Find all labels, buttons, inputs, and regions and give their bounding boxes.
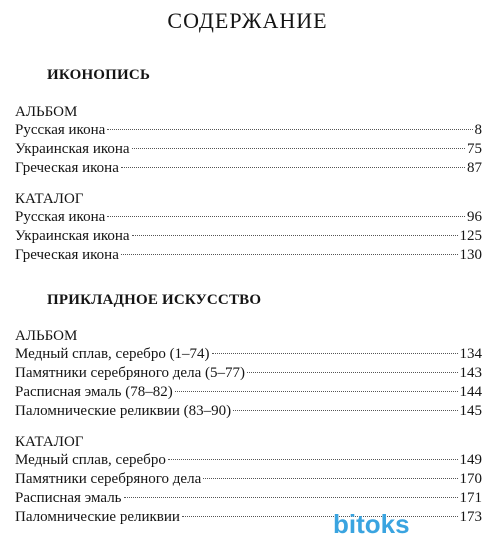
leader-dots (121, 254, 458, 255)
toc-entry[interactable] (15, 121, 482, 140)
entry-title: Украинская икона (15, 141, 130, 157)
leader-dots (124, 497, 458, 498)
entry-title: Памятники серебряного дела (5–77) (15, 365, 245, 381)
entry-title: Расписная эмаль (78–82) (15, 384, 173, 400)
entry-title: Русская икона (15, 122, 106, 138)
entry-title: Греческая икона (15, 247, 119, 263)
entry-title: Русская икона (15, 209, 106, 225)
toc-entry[interactable] (15, 345, 482, 364)
entry-page: 125 (459, 228, 482, 244)
watermark-logo (333, 504, 493, 544)
toc-entry[interactable] (15, 383, 482, 402)
group-label-catalog: КАТАЛОГ (15, 191, 84, 207)
leader-dots (107, 129, 472, 130)
entry-title: Расписная эмаль (15, 490, 122, 506)
leader-dots (203, 478, 457, 479)
group-label-album: АЛЬБОМ (15, 328, 78, 344)
entry-title: Паломнические реликвии (83–90) (15, 403, 232, 419)
leader-dots (121, 167, 465, 168)
entry-page: 87 (467, 160, 482, 176)
leader-dots (132, 148, 465, 149)
entry-page: 143 (459, 365, 482, 381)
entry-page: 170 (459, 471, 482, 487)
page-title: СОДЕРЖАНИЕ (167, 8, 328, 33)
entry-title: Греческая икона (15, 160, 119, 176)
entry-title: Украинская икона (15, 228, 130, 244)
toc-entry[interactable] (15, 208, 482, 227)
toc-entry[interactable] (15, 402, 482, 421)
entry-title: Медный сплав, серебро (1–74) (15, 346, 210, 362)
group-label-catalog: КАТАЛОГ (15, 434, 84, 450)
toc-entry[interactable] (15, 246, 482, 265)
entry-page: 149 (459, 452, 482, 468)
entry-title: Памятники серебряного дела (15, 471, 202, 487)
entry-page: 134 (459, 346, 482, 362)
leader-dots (107, 216, 465, 217)
leader-dots (168, 459, 458, 460)
entry-page: 130 (459, 247, 482, 263)
entry-page: 171 (459, 490, 482, 506)
leader-dots (233, 410, 457, 411)
leader-dots (132, 235, 458, 236)
toc-entry[interactable] (15, 451, 482, 470)
entry-page: 145 (459, 403, 482, 419)
toc-entry[interactable] (15, 140, 482, 159)
entry-page: 96 (467, 209, 482, 225)
leader-dots (175, 391, 458, 392)
toc-entry[interactable] (15, 159, 482, 178)
leader-dots (212, 353, 458, 354)
section-heading-applied-art: ПРИКЛАДНОЕ ИСКУССТВО (47, 292, 262, 308)
entry-title: Паломнические реликвии (15, 509, 180, 525)
entry-title: Медный сплав, серебро (15, 452, 166, 468)
entry-page: 144 (459, 384, 482, 400)
entry-page: 75 (467, 141, 482, 157)
leader-dots (247, 372, 458, 373)
entry-page: 173 (459, 509, 482, 525)
watermark-text: bitoks (333, 508, 410, 539)
group-label-album: АЛЬБОМ (15, 104, 78, 120)
entry-page: 8 (474, 122, 482, 138)
toc-entry[interactable] (15, 227, 482, 246)
toc-entry[interactable] (15, 470, 482, 489)
toc-entry[interactable] (15, 364, 482, 383)
section-heading-iconography: ИКОНОПИСЬ (47, 67, 151, 83)
